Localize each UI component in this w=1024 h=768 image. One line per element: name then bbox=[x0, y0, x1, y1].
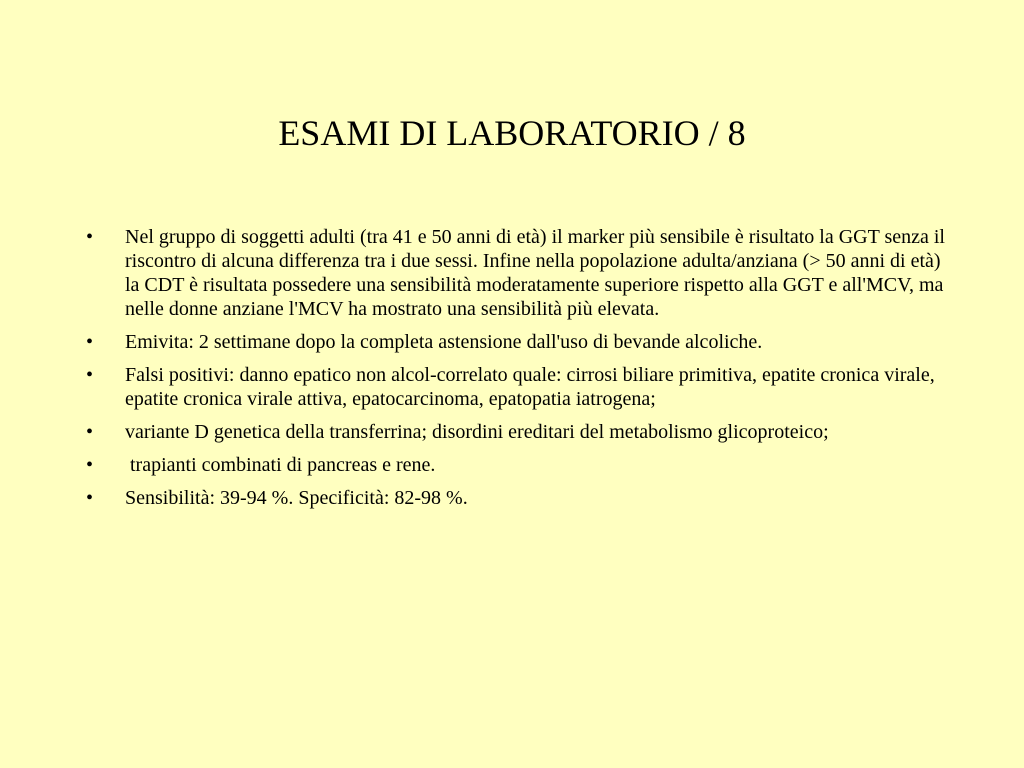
bullet-text: Falsi positivi: danno epatico non alcol-correlato quale: cirrosi biliare primitiva, epatite cronica virale, epatite cronica virale attiva, epatocarcinoma, epatopatia iatrogena; bbox=[125, 364, 940, 410]
bullet-item bbox=[86, 453, 946, 477]
bullet-text: variante D genetica della transferrina; disordini ereditari del metabolismo glicoproteico; bbox=[125, 421, 829, 443]
bullet-icon: • bbox=[86, 421, 94, 443]
bullet-text: Emivita: 2 settimane dopo la completa astensione dall'uso di bevande alcoliche. bbox=[125, 331, 763, 353]
bullet-icon: • bbox=[86, 226, 94, 248]
bullet-item bbox=[86, 225, 950, 321]
bullet-icon: • bbox=[86, 454, 94, 476]
slide-title: ESAMI DI LABORATORIO / 8 bbox=[278, 113, 746, 153]
bullet-text: Sensibilità: 39-94 %. Specificità: 82-98 %. bbox=[125, 487, 468, 509]
bullet-icon: • bbox=[86, 487, 94, 509]
bullet-text: Nel gruppo di soggetti adulti (tra 41 e 50 anni di età) il marker più sensibile è risultato la GGT senza il riscontro di alcuna differenza tra i due sessi. Infine nella popolazione adulta/anziana (> 50 anni di età) la CDT è risultata possedere una sensibilità moderatamente superiore rispetto alla GGT e all'MCV, ma nelle donne anziane l'MCV ha mostrato una sensibilità più elevata. bbox=[125, 226, 950, 320]
bullet-item bbox=[86, 330, 946, 354]
bullet-list bbox=[86, 225, 950, 519]
bullet-item bbox=[86, 486, 946, 510]
bullet-icon: • bbox=[86, 331, 94, 353]
bullet-item bbox=[86, 420, 946, 444]
bullet-icon: • bbox=[86, 364, 94, 386]
bullet-text: trapianti combinati di pancreas e rene. bbox=[125, 454, 436, 476]
bullet-item bbox=[86, 363, 946, 411]
